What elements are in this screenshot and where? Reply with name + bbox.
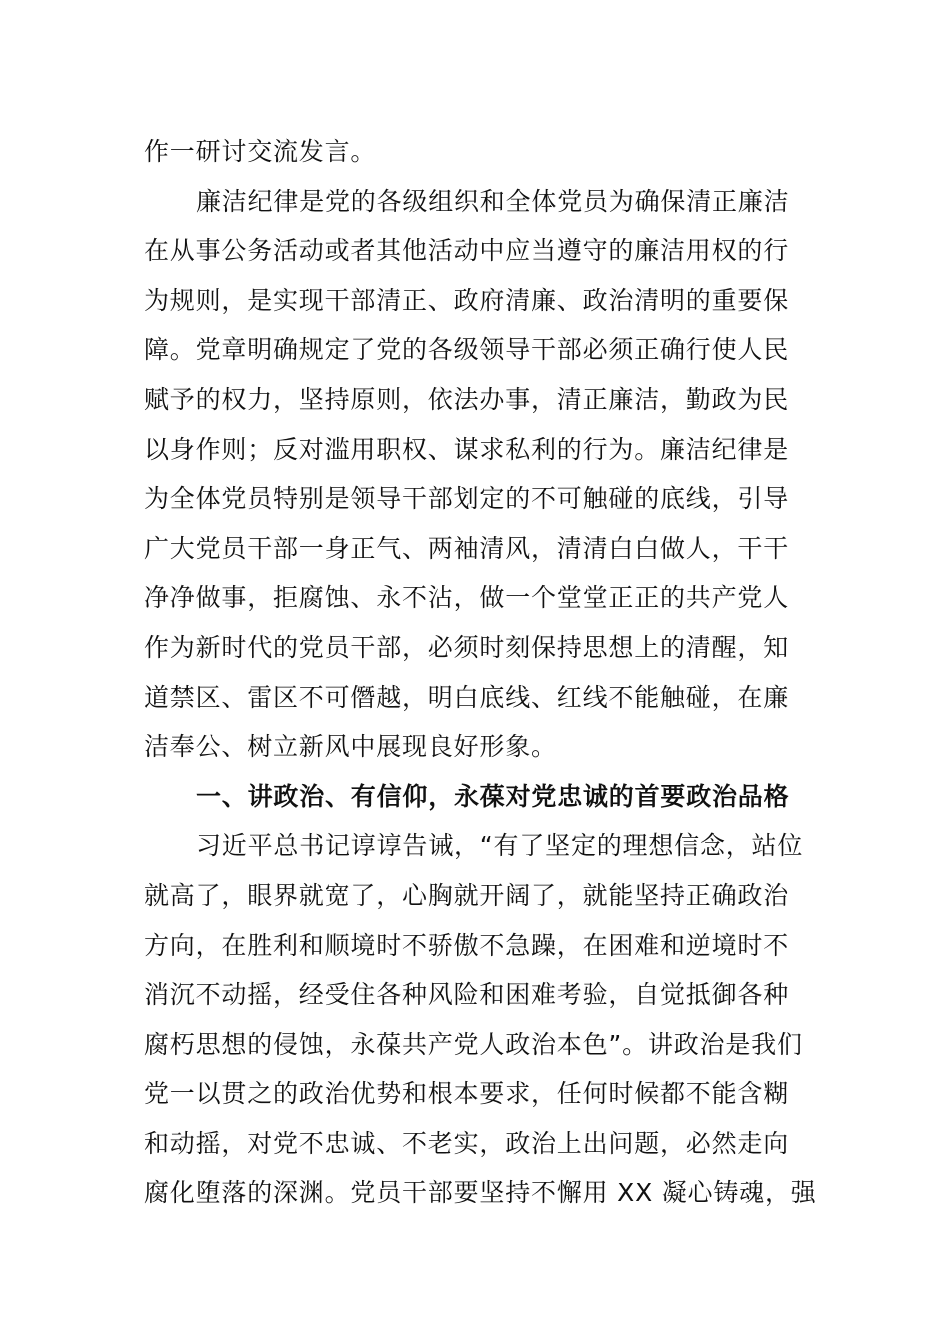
text-line: 洁奉公、树立新风中展现良好形象。: [144, 732, 557, 762]
text-line: 腐化堕落的深渊。党员干部要坚持不懈用 XX 凝心铸魂，强: [144, 1178, 817, 1208]
paragraph-start-line: 廉洁纪律是党的各级组织和全体党员为确保清正廉洁: [196, 186, 790, 216]
text-line: 赋予的权力，坚持原则，依法办事，清正廉洁，勤政为民: [144, 384, 790, 414]
text-line: 净净做事，拒腐蚀、永不沾，做一个堂堂正正的共产党人: [144, 583, 790, 613]
document-body: [144, 127, 817, 1218]
text-line: 为全体党员特别是领导干部划定的不可触碰的底线，引导: [144, 484, 790, 514]
text-line: 道禁区、雷区不可僭越，明白底线、红线不能触碰，在廉: [144, 682, 790, 712]
text-line: 消沉不动摇，经受住各种风险和困难考验，自觉抵御各种: [144, 980, 790, 1010]
text-line: 作一研讨交流发言。: [144, 137, 377, 166]
text-line: 广大党员干部一身正气、两袖清风，清清白白做人，干干: [144, 533, 790, 563]
paragraph-start-line: 习近平总书记谆谆告诫，“有了坚定的理想信念，站位: [196, 831, 804, 861]
text-line: 在从事公务活动或者其他活动中应当遵守的廉洁用权的行: [144, 236, 790, 266]
text-line: 和动摇，对党不忠诚、不老实，政治上出问题，必然走向: [144, 1128, 790, 1158]
section-heading: 一、讲政治、有信仰，永葆对党忠诚的首要政治品格: [196, 781, 790, 811]
text-line: 党一以贯之的政治优势和根本要求，任何时候都不能含糊: [144, 1079, 790, 1109]
text-line: 为规则，是实现干部清正、政府清廉、政治清明的重要保: [144, 285, 790, 315]
text-line: 就高了，眼界就宽了，心胸就开阔了，就能坚持正确政治: [144, 880, 790, 910]
text-line: 腐朽思想的侵蚀，永葆共产党人政治本色”。讲政治是我们: [144, 1029, 803, 1059]
text-line: 作为新时代的党员干部，必须时刻保持思想上的清醒，知: [144, 632, 790, 662]
text-line: 障。党章明确规定了党的各级领导干部必须正确行使人民: [144, 335, 790, 365]
text-line: 方向，在胜利和顺境时不骄傲不急躁，在困难和逆境时不: [144, 930, 790, 960]
text-line: 以身作则；反对滥用职权、谋求私利的行为。廉洁纪律是: [144, 434, 790, 464]
